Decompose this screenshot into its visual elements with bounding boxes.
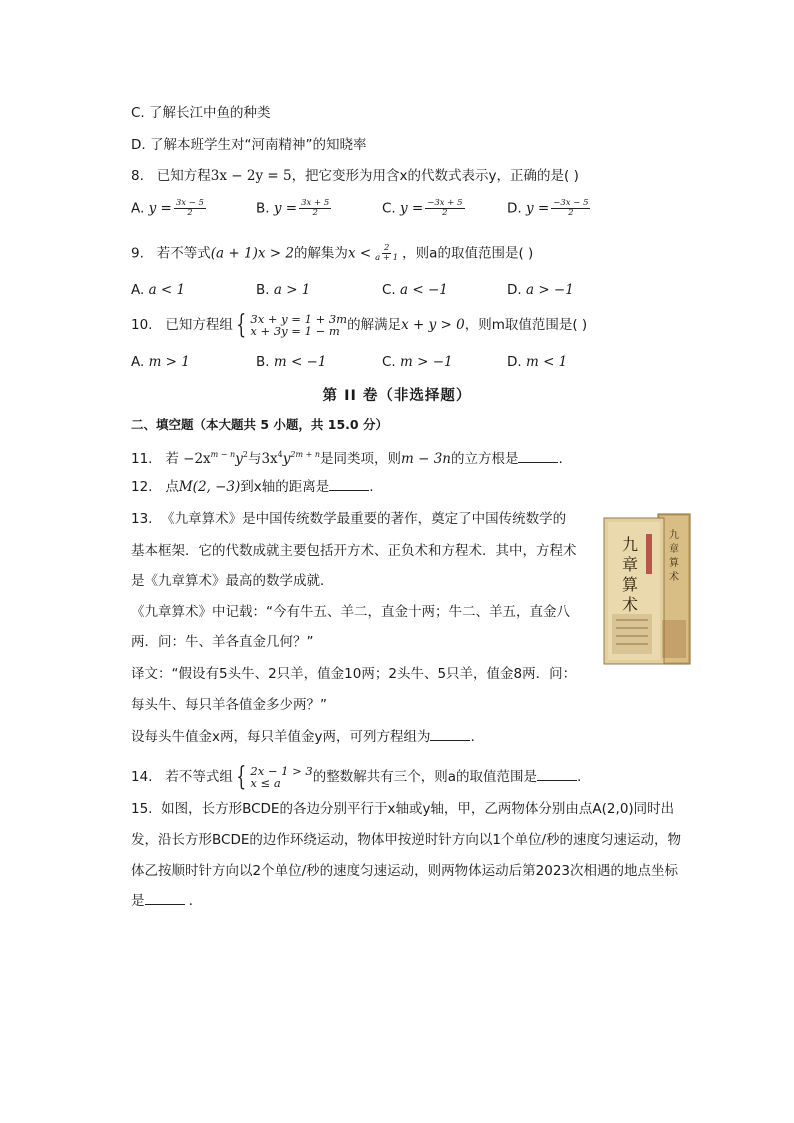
svg-text:章: 章	[669, 544, 679, 555]
svg-text:算: 算	[669, 558, 679, 569]
q10-option-d: D. m < 1	[507, 354, 568, 370]
part-two-heading: 二、填空题（本大题共 5 小题，共 15.0 分）	[131, 417, 388, 432]
option-c-text: C. 了解长江中鱼的种类	[131, 105, 271, 121]
question-13-line-3: 是《九章算术》最高的数学成就．	[131, 573, 334, 589]
question-14: 14. 若不等式组 { 2x − 1 > 3 x ≤ a 的整数解共有三个，则a的取值范围是 .	[131, 762, 582, 792]
q10-option-a: A. m > 1	[131, 354, 190, 370]
answer-blank-13[interactable]	[430, 728, 470, 741]
book-title-char-3: 算	[621, 575, 639, 594]
q9-option-d: D. a > −1	[507, 282, 574, 298]
q8-option-a: A. y = $\frac{3x - 5}{2}$	[131, 198, 204, 218]
option-d-text: D. 了解本班学生对“河南精神”的知晓率	[131, 137, 367, 153]
book-title-char-1: 九	[621, 535, 639, 554]
answer-blank-14[interactable]	[537, 768, 577, 781]
q8-option-d: D. y = $\frac{-3x - 5}{2}$	[507, 198, 589, 218]
question-9: 9. 若不等式(a + 1)x > 2的解集为x < $\frac{2}{a + 1}$ ，则a的取值范围是( )	[131, 243, 534, 263]
jiuzhang-suanshu-book-image	[600, 510, 692, 668]
q8-post: ，把它变形为用含x的代数式表示y，正确的是( )	[291, 168, 579, 184]
question-15-line-3: 体乙按顺时针方向以2个单位/秒的速度匀速运动，则两物体运动后第2023次相遇的地点坐标	[131, 863, 678, 879]
question-13-line-7: 每头牛、每只羊各值金多少两？”	[131, 697, 327, 713]
question-13-line-2: 基本框架．它的代数成就主要包括开方术、正负术和方程术．其中，方程术	[131, 543, 577, 559]
answer-blank-15[interactable]	[145, 892, 185, 905]
question-11: 11. 若 $-2x^{m - n}y^2$与$3x^4y^{2m + n}$是同类项，则m − 3n的立方根是 .	[131, 450, 563, 467]
question-15-line-4: 是 ．	[131, 893, 203, 909]
svg-text:九: 九	[669, 530, 679, 541]
q8-equation: 3x − 2y = 5	[210, 168, 292, 184]
question-13-line-6: 译文：“假设有5头牛、2只羊，值金10两；2头牛、5只羊，值金8两．问：	[131, 666, 577, 682]
q8-option-c: C. y = $\frac{-3x + 5}{2}$	[382, 198, 463, 218]
q10-option-b: B. m < −1	[256, 354, 327, 370]
q10-option-c: C. m > −1	[382, 354, 453, 370]
q8-option-b: B. y = $\frac{3x + 5}{2}$	[256, 198, 330, 218]
question-10: 10. 已知方程组 { 3x + y = 1 + 3m x + 3y = 1 − m 的解满足x + y > 0，则m取值范围是( )	[131, 310, 588, 340]
q8-number: 8.	[131, 168, 144, 184]
book-title-char-4: 术	[621, 595, 639, 614]
question-15-line-1: 15. 如图，长方形BCDE的各边分别平行于x轴或y轴，甲，乙两物体分别由点A(2,0)同时出	[131, 801, 675, 817]
answer-blank-11[interactable]	[518, 450, 558, 463]
q9-option-a: A. a < 1	[131, 282, 186, 298]
book-title-char-2: 章	[621, 555, 639, 574]
question-13-line-5: 两．问：牛、羊各直金几何？”	[131, 634, 314, 650]
question-13-line-1: 13. 《九章算术》是中国传统数学最重要的著作，奠定了中国传统数学的	[131, 511, 567, 527]
q14-inequality-system: { 2x − 1 > 3 x ≤ a	[236, 762, 313, 792]
question-12: 12. 点M(2, −3)到x轴的距离是 .	[131, 479, 374, 495]
q8-pre: 已知方程	[156, 168, 211, 184]
section-title: 第 II 卷（非选择题）	[322, 388, 472, 404]
q9-option-b: B. a > 1	[256, 282, 311, 298]
q9-option-c: C. a < −1	[382, 282, 448, 298]
svg-text:术: 术	[669, 572, 679, 583]
q10-equation-system: { 3x + y = 1 + 3m x + 3y = 1 − m	[236, 310, 348, 340]
question-15-line-2: 发，沿长方形BCDE的边作环绕运动，物体甲按逆时针方向以1个单位/秒的速度匀速运动，物	[131, 832, 682, 848]
question-8	[131, 167, 579, 185]
question-13-line-8: 设每头牛值金x两，每只羊值金y两，可列方程组为 .	[131, 729, 475, 745]
q9-inequality: (a + 1)x > 2	[210, 245, 294, 262]
answer-blank-12[interactable]	[329, 478, 369, 491]
question-13-line-4: 《九章算术》中记载：“今有牛五、羊二，直金十两；牛二、羊五，直金八	[131, 604, 570, 620]
